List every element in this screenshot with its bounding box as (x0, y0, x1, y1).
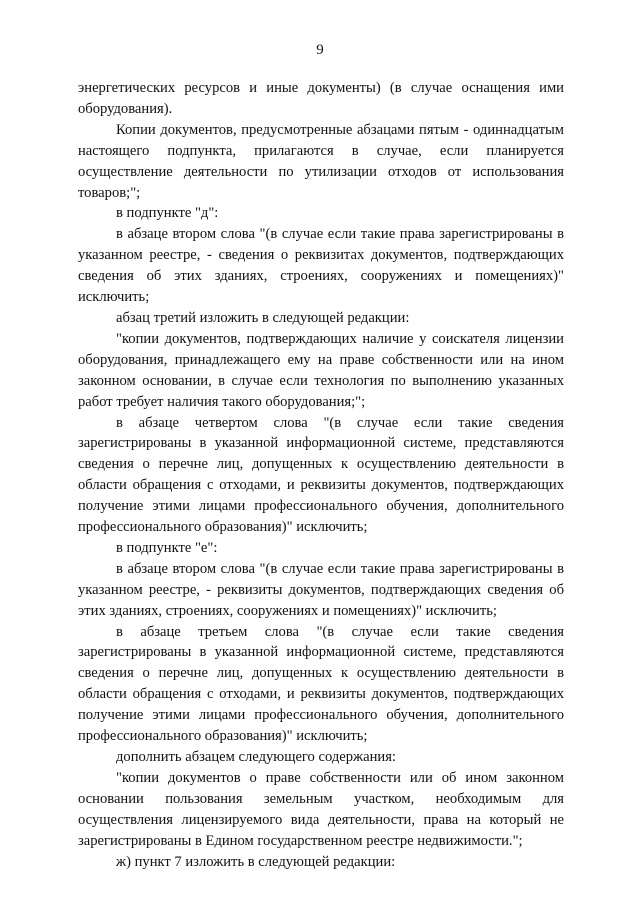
paragraph-d-second-abzac: в абзаце втором слова "(в случае если такие права зарегистрированы в указанном реестре, - сведения о реквизитах документов, подтверждающих сведения об этих зданиях, строениях, сооружениях и помещениях)" исключить; (78, 226, 564, 306)
paragraph-copies-note: Копии документов, предусмотренные абзацами пятым - одиннадцатым настоящего подпункта, прилагаются в случае, если планируется осуществление деятельности по утилизации отходов от использования товаров;"; (78, 121, 564, 201)
paragraph-item-7-heading: ж) пункт 7 изложить в следующей редакции: (116, 853, 396, 870)
paragraph-e-second-abzac: в абзаце втором слова "(в случае если такие права зарегистрированы в указанном реестре, - реквизиты документов, подтверждающих сведения об этих зданиях, строениях, сооружениях и помещениях)" исключить; (78, 560, 564, 619)
document-body (78, 78, 564, 872)
page-number: 9 (316, 42, 324, 58)
paragraph-continuation: энергетических ресурсов и иные документы) (в случае оснащения ими оборудования). (78, 80, 564, 117)
paragraph-subitem-d: в подпункте "д": (116, 205, 219, 222)
paragraph-e-third-abzac: в абзаце третьем слова "(в случае если такие сведения зарегистрированы в указанной информационной системе, представляются сведения о перечне лиц, допущенных к осуществлению деятельности в области обращения с отходами, и реквизиты документов, подтверждающих получение этими лицами профессионального обучения, дополнительного профессионального образования)" исключить; (78, 623, 564, 745)
paragraph-subitem-e: в подпункте "е": (116, 539, 218, 556)
paragraph-d-third-abzac-text: "копии документов, подтверждающих наличие у соискателя лицензии оборудования, принадлежащего ему на праве собственности или на ином законном основании, в случае если технология по выполнению указанных работ требует наличия такого оборудования;"; (78, 330, 564, 410)
paragraph-add-abzac-heading: дополнить абзацем следующего содержания: (116, 749, 396, 765)
paragraph-d-fourth-abzac: в абзаце четвертом слова "(в случае если такие сведения зарегистрированы в указанной информационной системе, представляются сведения о перечне лиц, допущенных к осуществлению деятельности в области обращения с отходами, и реквизиты документов, подтверждающих получение этими лицами профессионального обучения, дополнительного профессионального образования)" исключить; (78, 414, 564, 536)
paragraph-d-third-abzac-heading: абзац третий изложить в следующей редакции: (116, 309, 410, 326)
paragraph-add-abzac-text: "копии документов о праве собственности или об ином законном основании пользования земельным участком, необходимым для осуществления лицензируемого вида деятельности, права на который не зарегистрированы в Едином государственном реестре недвижимости."; (78, 769, 564, 849)
